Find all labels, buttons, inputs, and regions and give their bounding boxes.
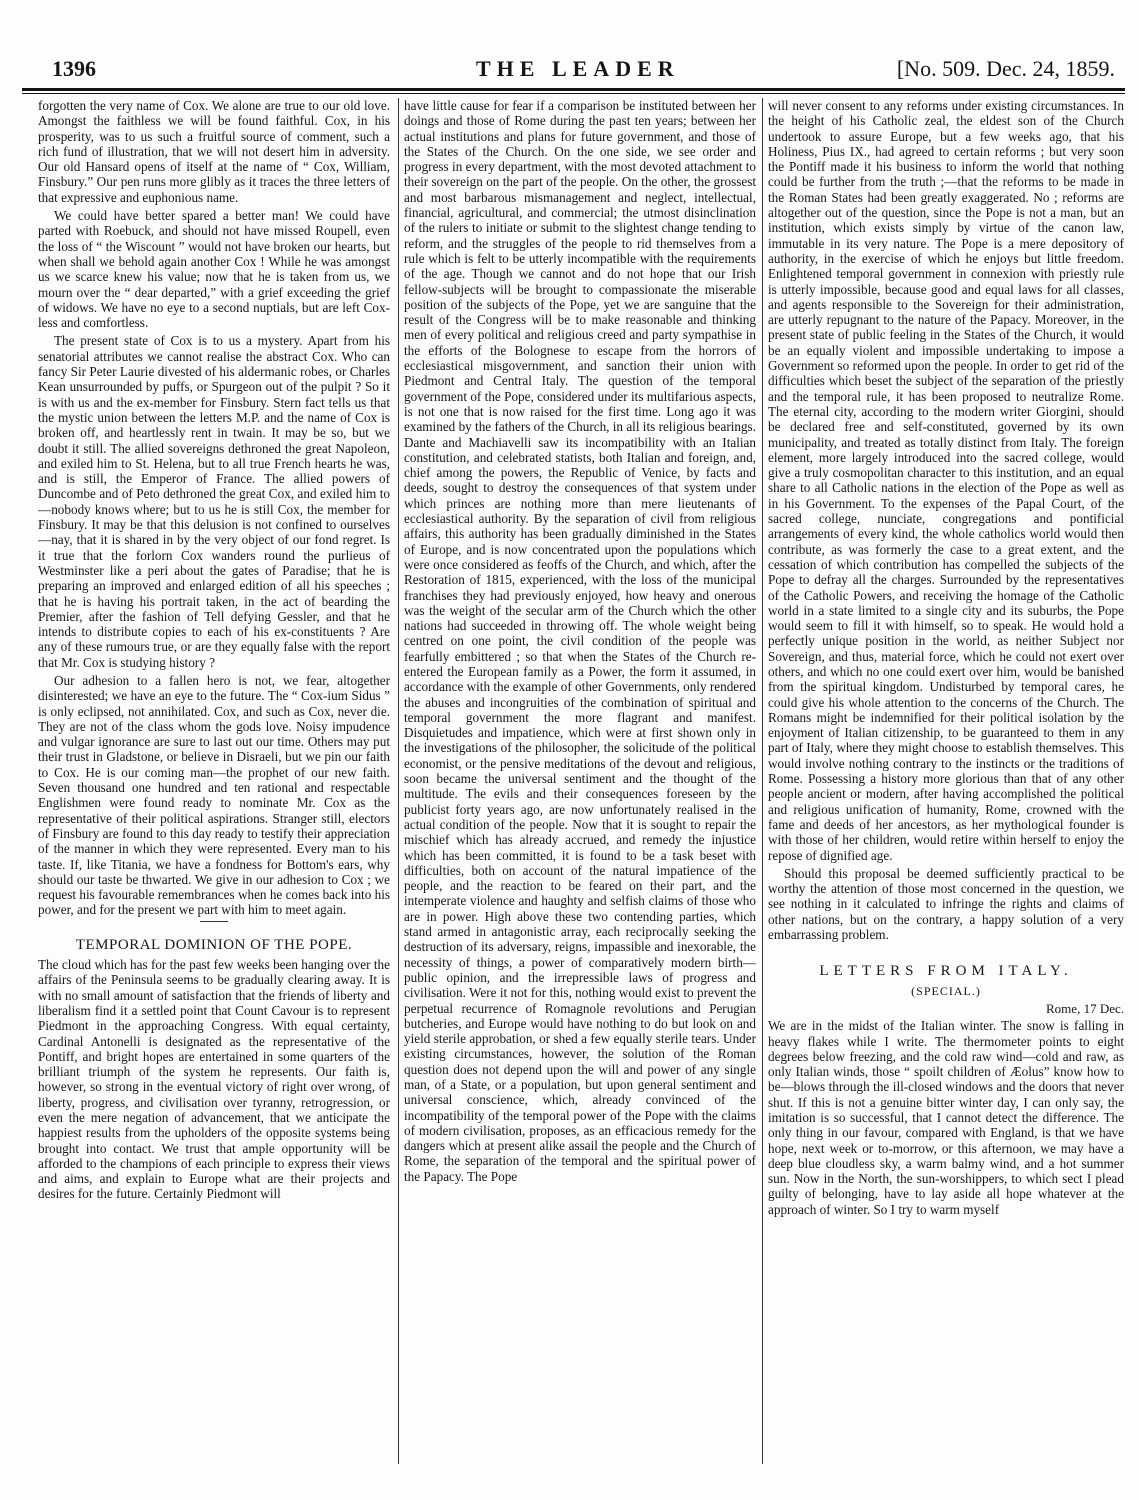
article-paragraph: Should this proposal be deemed sufficiently practical to be worthy the attention of those most concerned in the question, we see nothing in it calculated to infringe the rights and claims of other nations, but on the contrary, a happy solution of a very embarrassing problem. xyxy=(768,865,1124,943)
article-paragraph: forgotten the very name of Cox. We alone are true to our old love. Amongst the faithless we will be found faithful. Cox, in his prosperity, was to us such a fruitful source of comment, such a rich fund of illustration, that we will not desert him in adversity. Our old Hansard opens of itself at the name of “ Cox, William, Finsbury.” Our pen runs more glibly as it traces the three letters of that expressive and euphonious name. xyxy=(38,98,390,205)
article-paragraph: We are in the midst of the Italian winter. The snow is falling in heavy flakes while I write. The thermometer points to eight degrees below freezing, and the cold raw wind—cold and raw, as only Italian winds, those “ spoilt children of Æolus” know how to be—blows through the ill-closed windows and the doors that never shut. If this is not a genuine bitter winter day, I can only say, the imitation is so successful, that I cannot detect the difference. The only thing in our favour, compared with England, is that we have hope, next week or to-morrow, or this afternoon, we may have a deep blue cloudless sky, a warm balmy wind, and a hot summer sun. Now in the North, the sun-worshippers, to which sect I plead guilty of belonging, have to lay aside all hope whatever at the approach of winter. So I try to warm myself xyxy=(768,1018,1124,1217)
article-paragraph: We could have better spared a better man! We could have parted with Roebuck, and should not have missed Roupell, even the loss of “ the Wiscount ” would not have broken our hearts, but when shall we behold again another Cox ! While he was amongst us we scarce knew his value; now that he is taken from us, we mourn over the “ dear departed,” with a grief exceeding the grief of widows. We have no eye to a second nuptials, but are left Cox-less and comfortless. xyxy=(38,208,390,331)
header-rule-thick xyxy=(22,88,1125,91)
page-header xyxy=(22,56,1125,86)
column-divider-1 xyxy=(398,98,399,1464)
column-2 xyxy=(404,98,756,1468)
column-1 xyxy=(38,98,390,1468)
section-heading-temporal-dominion: TEMPORAL DOMINION OF THE POPE. xyxy=(75,936,353,953)
header-rule-thin xyxy=(22,93,1125,94)
article-paragraph: The present state of Cox is to us a mystery. Apart from his senatorial attributes we cannot realise the abstract Cox. Who can fancy Sir Peter Laurie divested of his aldermanic robes, or Charles Kean unsurrounded by puffs, or Spurgeon out of the pulpit ? So it is with us and the ex-member for Finsbury. Stern fact tells us that the mystic union between the letters M.P. and the name of Cox is broken off, and heartlessly rent in twain. It may be so, but we doubt it still. The allied sovereigns dethroned the great Napoleon, and exiled him to St. Helena, but to all true French hearts he was, and is still, the Emperor of France. The allied powers of Duncombe and of Peto dethroned the great Cox, and exiled him to—nobody knows where; but to us he is still Cox, the member for Finsbury. It may be that this delusion is not confined to ourselves—nay, that it is shared in by the very object of our fond regret. Is it true that the forlorn Cox wanders round the purlieus of Westminster like a peri about the gates of Paradise; that he is preparing an improved and enlarged edition of all his speeches ; that he is having his portrait taken, in the act of bearding the Premier, after the fashion of Tell defying Gessler, and that he intends to distribute copies to each of his ex-constituents ? Are any of these rumours true, or are they equally false with the report that Mr. Cox is studying history ? xyxy=(38,333,390,670)
article-paragraph: The cloud which has for the past few weeks been hanging over the affairs of the Peninsula seems to be gradually clearing away. It is with no small amount of satisfaction that the friends of liberty and liberalism find it a settled point that Count Cavour is to represent Piedmont in the approaching Congress. With equal certainty, Cardinal Antonelli is designated as the representative of the Pontiff, and bright hopes are entertained in some quarters of the brilliant triumph of the system he represents. Our faith is, however, so strong in the eventual victory of right over wrong, of liberty, progress, and civilisation over tyranny, retrogression, or even the mere negation of advancement, that we anticipate the happiest results from the upholders of the opposite systems being brought into contact. We trust that ample opportunity will be afforded to the champions of each principle to express their views and aims, and explain to Europe what are their projects and desires for the future. Certainly Piedmont will xyxy=(38,957,390,1202)
dateline: Rome, 17 Dec. xyxy=(1046,1000,1124,1016)
article-paragraph: will never consent to any reforms under existing circumstances. In the height of his Catholic zeal, the eldest son of the Church undertook to assure Europe, but a few weeks ago, that his Holiness, Pius IX., had agreed to certain reforms ; but very soon the Pontiff made it his business to inform the world that nothing could be further from the truth ;—that the reforms to be made in the Roman States had been greatly exaggerated. No ; reforms are altogether out of the question, since the Pope is not a man, but an institution, which exists simply by virtue of the canon law, immutable in its very nature. The Pope is a mere depository of authority, in the exercise of which he enjoys but little freedom. Enlightened temporal government in connexion with priestly rule is utterly impossible, because good and equal laws for all classes, and agents responsible to the Sovereign for their administration, are utterly repugnant to the nature of the Papacy. Moreover, in the present state of public feeling in the States of the Church, it would be an equally violent and impossible undertaking to impose a Government so reformed upon the people. In order to get rid of the difficulties which beset the subject of the separation of the priestly and the temporal rule, it has been proposed to neutralize Rome. The eternal city, according to the modern writer Giorgini, should be declared free and self-constituted, governed by its own municipality, and treated as totally distinct from Italy. The foreign element, more largely introduced into the sacred college, would give a truly cosmopolitan character to this institution, and an equal share to all Catholic nations in the election of the Pope as well as in his Government. To the expenses of the Papal Court, of the sacred college, nunciate, congregations and pontificial arrangements of every kind, the whole catholics world would then contribute, as was formerly the case to a great extent, and the cessation of which contribution has compelled the subjects of the Pope to defray all the charges. Surrounded by the representatives of the Catholic Powers, and receiving the homage of the Catholic world in a state limited to a single city and its suburbs, the Pope would seem to fill it with himself, so to speak. He would hold a perfectly unique position in the world, as neither Subject nor Sovereign, and thus, material force, which he could not exert over others, and which no one could exert over him, would be banished from the spiritual kingdom. Undisturbed by temporal cares, he could give his whole attention to the concerns of the Church. The Romans might be indemnified for their political isolation by the enjoyment of Italian citizenship, to be guaranteed to them in any part of Italy, where they might choose to establish themselves. This would involve nothing contrary to the instincts or the traditions of Rome. Possessing a history more glorious than that of any other people ancient or modern, after having accomplished the political and religious unification of humanity, Rome, crowned with the fame and deeds of her ancestors, as her mythological founder is with those of her children, would retire within herself to enjoy the repose of dignified age. xyxy=(768,98,1124,863)
newspaper-title: THE LEADER xyxy=(476,56,680,81)
column-divider-2 xyxy=(762,98,763,1464)
article-paragraph: have little cause for fear if a comparison be instituted between her doings and those of Rome during the past ten years; between her actual institutions and plans for future government, and those of the States of the Church. On the one side, we see order and progress in every department, with the most devoted attachment to their sovereign on the part of the people. On the other, the grossest and most barbarous mismanagement and neglect, intellectual, financial, agricultural, and commercial; the utmost disinclination of the rulers to initiate or submit to the slightest change tending to reform, and the struggles of the people to rid themselves from a rule which is felt to be utterly incompatible with the requirements of the age. Though we cannot and do not hope that our Irish fellow-subjects will be brought to compassionate the miserable position of the subjects of the Pope, yet we are sanguine that the result of the Congress will be to make reasonable and thinking men of every political and religious creed and party sympathise in the efforts of the Bolognese to escape from the horrors of ecclesiastical misgovernment, and sanction their union with Piedmont and Central Italy. The question of the temporal government of the Pope, considered under its multifarious aspects, is not one that is now raised for the first time. Long ago it was examined by the fathers of the Church, in all its religious bearings. Dante and Machiavelli saw its incompatibility with an Italian constitution, and celebrated statists, both Italian and foreign, and, chief among the powers, the Republic of Venice, by facts and deeds, sought to destroy the consequences of that system under which princes are nothing more than mere lieutenants of ecclesiastical authority. By the separation of civil from religious affairs, this authority has been gradually diminished in the States of Europe, and is now concentrated upon the populations which were once considered as feoffs of the Church, and which, after the Restoration of 1815, experienced, with the loss of the municipal franchises they had previously enjoyed, how heavy and onerous was the weight of the secular arm of the Church which the other nations had succeeded in throwing off. The whole weight being centred on one point, the civil condition of the people was fearfully embittered ; so that when the States of the Church re-entered the European family as a Power, the form it assumed, in accordance with the example of other Governments, only rendered the abuses and incongruities of the combination of spiritual and temporal government the more flagrant and manifest. Disquietudes and impatience, which were at first shown only in the investigations of the philosopher, the solicitude of the political economist, or the pensive meditations of the devout and religious, soon became the universal sentiment and the thought of the multitude. The evils and their consequences foreseen by the publicist forty years ago, are now unfortunately realised in the actual condition of the people. Now that it is sought to repair the mischief which has already accrued, and remedy the injustice which has been committed, it is found to be a task beset with difficulties, both on account of the natural impatience of the people, and the reaction to be feared on their part, and the intemperate violence and haughty and selfish claims of those who are in power. High above these two contending parties, which stand armed in antagonistic array, each reciprocally seeking the destruction of its adversary, reigns, impassible and inexorable, the necessity of things, a power of comparatively modern birth—public opinion, and the irrepressible laws of progress and civilisation. Were it not for this, nothing would exist to prevent the perpetual recurrence of Romagnole revolutions and Perugian butcheries, and Europe would have nothing to do but look on and yield sterile approbation, or shed a few equally sterile tears. Under existing circumstances, however, the solution of the Roman question does not depend upon the will and power of any single man, of a State, or a population, but upon general sentiment and universal conscience, which, already convinced of the incompatibility of the temporal power of the Pope with the claims of modern civilisation, proposes, as an efficacious remedy for the dangers which at present alike assail the people and the Church of Rome, the separation of the temporal and the spiritual power of the Papacy. The Pope xyxy=(404,98,756,1184)
section-separator xyxy=(200,921,228,922)
article-paragraph: Our adhesion to a fallen hero is not, we fear, altogether disinterested; we have an eye to the future. The “ Cox-ium Sidus ” is only eclipsed, not annihilated. Cox, and such as Cox, never die. They are not of the class whom the gods love. Noisy impudence and vulgar ignorance are sure to last out our time. Others may put their trust in Gladstone, or believe in Disraeli, but we pin our faith to Cox. He is our coming man—the prophet of our new faith. Seven thousand one hundred and ten rational and respectable Englishmen were found ready to nominate Mr. Cox as the representative of their political aspirations. Stranger still, electors of Finsbury are found to this day ready to testify their appreciation of the manner in which they were represented. Every man to his taste. If, like Titania, we have a fondness for Bottom's ears, why should our taste be thwarted. We give in our adhesion to Cox ; we request his favourable remembrances when he comes back into his power, and for the present we part with him to meet again. xyxy=(38,672,390,918)
issue-info: [No. 509. Dec. 24, 1859. xyxy=(896,56,1115,81)
section-heading-letters-from-italy: LETTERS FROM ITALY. xyxy=(819,963,1073,980)
column-3 xyxy=(768,98,1124,1468)
page-number: 1396 xyxy=(52,56,96,81)
section-subheading: (SPECIAL.) xyxy=(911,983,981,998)
